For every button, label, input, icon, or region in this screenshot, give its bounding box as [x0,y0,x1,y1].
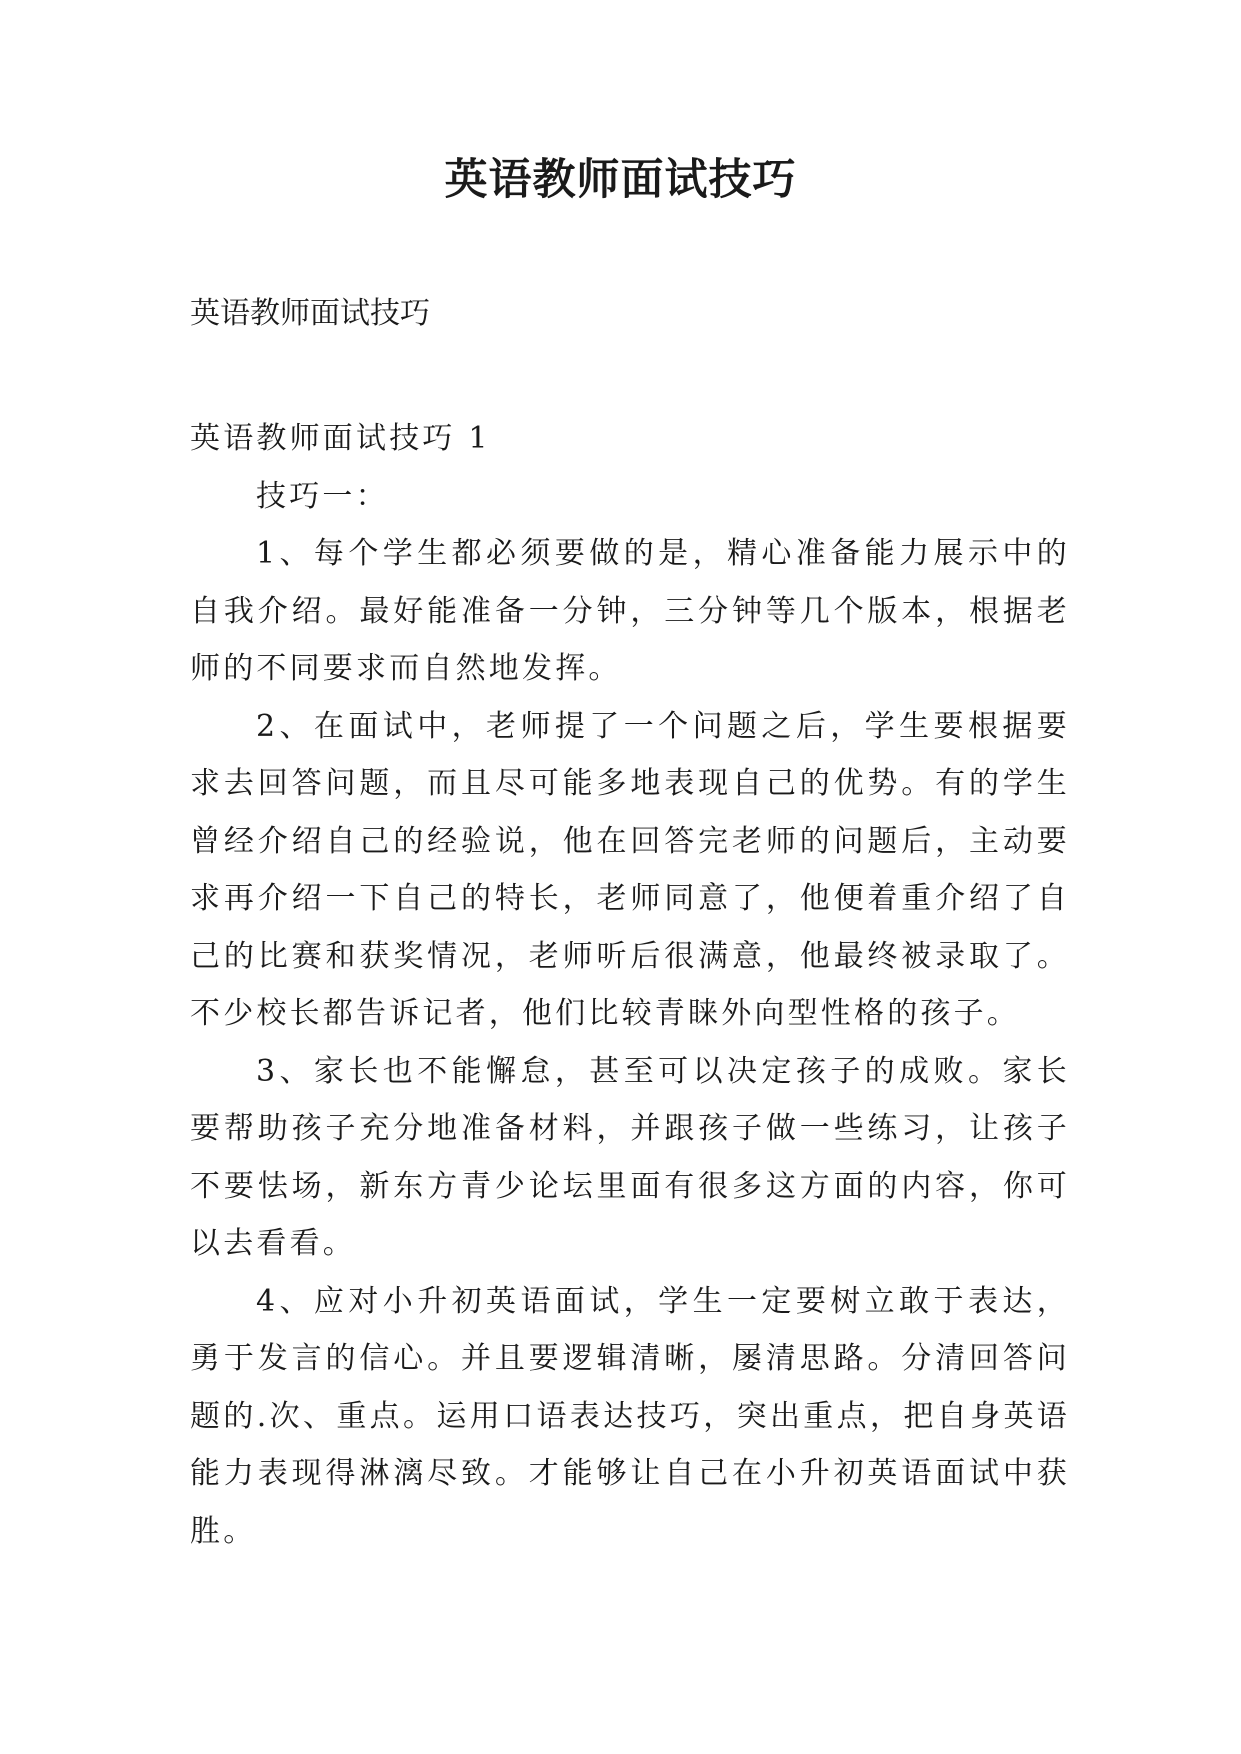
document-body [190,410,1070,1560]
paragraph-1: 1、每个学生都必须要做的是，精心准备能力展示中的自我介绍。最好能准备一分钟，三分钟等几个版本，根据老师的不同要求而自然地发挥。 [190,536,1070,686]
paragraph-4: 4、应对小升初英语面试，学生一定要树立敢于表达，勇于发言的信心。并且要逻辑清晰，屡清思路。分清回答问题的.次、重点。运用口语表达技巧，突出重点，把自身英语能力表现得淋漓尽致。才能够让自己在小升初英语面试中获胜。 [190,1283,1070,1549]
section-heading: 英语教师面试技巧 1 [190,421,491,456]
paragraph-3: 3、家长也不能懈怠，甚至可以决定孩子的成败。家长要帮助孩子充分地准备材料，并跟孩子做一些练习，让孩子不要怯场，新东方青少论坛里面有很多这方面的内容，你可以去看看。 [190,1053,1070,1261]
paragraph-2: 2、在面试中，老师提了一个问题之后，学生要根据要求去回答问题，而且尽可能多地表现自己的优势。有的学生曾经介绍自己的经验说，他在回答完老师的问题后，主动要求再介绍一下自己的特长，老师同意了，他便着重介绍了自己的比赛和获奖情况，老师听后很满意，他最终被录取了。不少校长都告诉记者，他们比较青睐外向型性格的孩子。 [190,708,1070,1031]
document-title: 英语教师面试技巧 [444,155,797,205]
tip-label: 技巧一： [256,478,389,514]
document-subtitle: 英语教师面试技巧 [190,296,430,331]
